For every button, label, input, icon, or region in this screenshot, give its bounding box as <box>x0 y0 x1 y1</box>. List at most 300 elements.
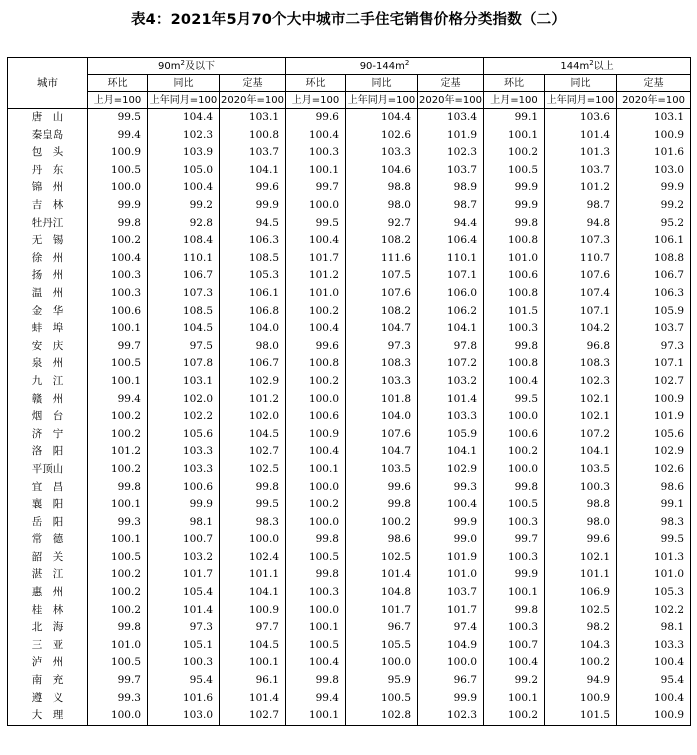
index-value-cell: 100.2 <box>484 443 545 461</box>
index-value-cell: 105.5 <box>346 637 418 655</box>
index-value-cell: 102.8 <box>346 707 418 725</box>
index-value-cell: 99.8 <box>484 215 545 233</box>
index-value-cell: 102.9 <box>220 373 286 391</box>
index-value-cell: 99.8 <box>286 672 346 690</box>
city-name-cell: 徐 州 <box>8 250 88 268</box>
base-header: 上年同月=100 <box>545 92 617 109</box>
index-value-cell: 99.2 <box>148 197 220 215</box>
index-value-cell: 104.3 <box>545 637 617 655</box>
city-name-cell: 烟 台 <box>8 408 88 426</box>
index-value-cell: 107.6 <box>545 267 617 285</box>
index-value-cell: 100.9 <box>220 602 286 620</box>
index-value-cell: 102.3 <box>418 144 484 162</box>
index-value-cell: 97.3 <box>148 619 220 637</box>
index-value-cell: 97.3 <box>617 338 691 356</box>
index-value-cell: 99.4 <box>88 127 148 145</box>
index-value-cell: 100.2 <box>346 514 418 532</box>
index-value-cell: 99.7 <box>286 179 346 197</box>
index-value-cell: 101.9 <box>418 127 484 145</box>
index-value-cell: 94.5 <box>220 215 286 233</box>
index-value-cell: 100.4 <box>88 250 148 268</box>
index-value-cell: 106.7 <box>220 355 286 373</box>
index-value-cell: 97.5 <box>148 338 220 356</box>
index-value-cell: 107.6 <box>346 426 418 444</box>
table-title: 表4：2021年5月70个大中城市二手住宅销售价格分类指数（二） <box>130 12 567 28</box>
index-value-cell: 100.8 <box>484 285 545 303</box>
table-row <box>8 602 691 620</box>
index-value-cell: 106.7 <box>148 267 220 285</box>
index-value-cell: 107.5 <box>346 267 418 285</box>
index-value-cell: 101.2 <box>220 391 286 409</box>
metric-header: 定基 <box>418 75 484 92</box>
index-value-cell: 100.4 <box>617 690 691 708</box>
index-value-cell: 107.3 <box>148 285 220 303</box>
index-value-cell: 100.4 <box>286 320 346 338</box>
metric-header: 定基 <box>617 75 691 92</box>
city-column-header: 城市 <box>8 58 88 109</box>
index-value-cell: 108.2 <box>346 232 418 250</box>
index-value-cell: 94.4 <box>418 215 484 233</box>
index-value-cell: 101.0 <box>418 566 484 584</box>
city-name-cell: 襄 阳 <box>8 496 88 514</box>
index-value-cell: 100.5 <box>484 496 545 514</box>
group-header-small: $90m^2$及以下 <box>88 58 286 75</box>
index-value-cell: 99.6 <box>545 531 617 549</box>
table-row <box>8 690 691 708</box>
table-row <box>8 250 691 268</box>
index-value-cell: 92.7 <box>346 215 418 233</box>
city-name-cell: 韶 关 <box>8 549 88 567</box>
index-value-cell: 100.2 <box>88 426 148 444</box>
index-value-cell: 100.2 <box>286 496 346 514</box>
index-value-cell: 104.4 <box>148 109 220 127</box>
index-value-cell: 100.1 <box>286 162 346 180</box>
base-header: 上月=100 <box>484 92 545 109</box>
index-value-cell: 100.7 <box>484 637 545 655</box>
index-value-cell: 100.5 <box>88 549 148 567</box>
index-value-cell: 99.9 <box>88 197 148 215</box>
index-value-cell: 100.0 <box>346 654 418 672</box>
index-value-cell: 103.7 <box>418 584 484 602</box>
table-row <box>8 654 691 672</box>
index-value-cell: 102.2 <box>148 408 220 426</box>
city-name-cell: 泸 州 <box>8 654 88 672</box>
index-value-cell: 102.3 <box>545 373 617 391</box>
table-row <box>8 267 691 285</box>
index-value-cell: 98.1 <box>148 514 220 532</box>
index-value-cell: 98.1 <box>617 619 691 637</box>
index-value-cell: 100.6 <box>484 267 545 285</box>
index-value-cell: 100.1 <box>88 320 148 338</box>
index-value-cell: 99.5 <box>220 496 286 514</box>
index-value-cell: 100.0 <box>88 707 148 725</box>
index-value-cell: 107.2 <box>418 355 484 373</box>
index-value-cell: 101.2 <box>286 267 346 285</box>
index-value-cell: 100.0 <box>220 531 286 549</box>
city-name-cell: 丹 东 <box>8 162 88 180</box>
index-value-cell: 99.5 <box>617 531 691 549</box>
table-row <box>8 514 691 532</box>
index-value-cell: 101.5 <box>545 707 617 725</box>
index-value-cell: 100.1 <box>286 461 346 479</box>
index-value-cell: 100.4 <box>286 127 346 145</box>
index-value-cell: 104.2 <box>545 320 617 338</box>
index-value-cell: 100.2 <box>286 373 346 391</box>
index-value-cell: 96.7 <box>346 619 418 637</box>
metric-header: 环比 <box>286 75 346 92</box>
index-value-cell: 100.0 <box>88 179 148 197</box>
index-value-cell: 106.3 <box>617 285 691 303</box>
index-value-cell: 98.3 <box>617 514 691 532</box>
index-value-cell: 101.4 <box>418 391 484 409</box>
index-value-cell: 100.4 <box>484 373 545 391</box>
index-value-cell: 100.4 <box>148 179 220 197</box>
index-value-cell: 100.3 <box>545 478 617 496</box>
index-value-cell: 101.9 <box>617 408 691 426</box>
table-row <box>8 320 691 338</box>
group-header-medium: $90-144m^2$ <box>286 58 484 75</box>
base-header: 上月=100 <box>286 92 346 109</box>
city-name-cell: 常 德 <box>8 531 88 549</box>
city-name-cell: 洛 阳 <box>8 443 88 461</box>
index-value-cell: 103.7 <box>220 144 286 162</box>
index-value-cell: 102.7 <box>220 443 286 461</box>
index-value-cell: 100.9 <box>286 426 346 444</box>
table-row <box>8 232 691 250</box>
index-value-cell: 102.4 <box>220 549 286 567</box>
index-value-cell: 103.0 <box>617 162 691 180</box>
city-name-cell: 牡丹江 <box>8 215 88 233</box>
index-value-cell: 101.7 <box>346 602 418 620</box>
index-value-cell: 101.3 <box>545 144 617 162</box>
index-value-cell: 99.9 <box>617 179 691 197</box>
table-row <box>8 426 691 444</box>
table-body <box>8 109 691 726</box>
index-value-cell: 100.4 <box>617 654 691 672</box>
index-value-cell: 100.6 <box>88 303 148 321</box>
index-value-cell: 99.5 <box>484 391 545 409</box>
table-row <box>8 285 691 303</box>
table-row <box>8 197 691 215</box>
index-value-cell: 102.2 <box>617 602 691 620</box>
index-value-cell: 101.2 <box>545 179 617 197</box>
index-value-cell: 100.9 <box>617 391 691 409</box>
index-value-cell: 99.0 <box>418 531 484 549</box>
index-value-cell: 102.1 <box>545 549 617 567</box>
index-value-cell: 99.6 <box>346 478 418 496</box>
index-value-cell: 101.4 <box>148 602 220 620</box>
index-value-cell: 100.0 <box>484 408 545 426</box>
index-value-cell: 99.8 <box>286 531 346 549</box>
index-value-cell: 104.5 <box>220 426 286 444</box>
index-value-cell: 99.8 <box>286 566 346 584</box>
index-value-cell: 100.1 <box>484 690 545 708</box>
metric-header: 环比 <box>484 75 545 92</box>
base-header: 上年同月=100 <box>346 92 418 109</box>
index-value-cell: 98.8 <box>545 496 617 514</box>
index-value-cell: 100.3 <box>88 267 148 285</box>
index-value-cell: 105.1 <box>148 637 220 655</box>
index-value-cell: 97.4 <box>418 619 484 637</box>
index-value-cell: 99.3 <box>88 514 148 532</box>
base-header: 上月=100 <box>88 92 148 109</box>
index-value-cell: 102.7 <box>220 707 286 725</box>
index-value-cell: 102.9 <box>418 461 484 479</box>
index-value-cell: 107.2 <box>545 426 617 444</box>
index-value-cell: 99.9 <box>484 179 545 197</box>
index-value-cell: 99.6 <box>286 109 346 127</box>
index-value-cell: 98.6 <box>617 478 691 496</box>
index-value-cell: 107.6 <box>346 285 418 303</box>
index-value-cell: 107.1 <box>617 355 691 373</box>
city-name-cell: 吉 林 <box>8 197 88 215</box>
index-value-cell: 99.4 <box>88 391 148 409</box>
index-value-cell: 99.1 <box>484 109 545 127</box>
table-row <box>8 707 691 725</box>
index-value-cell: 105.9 <box>617 303 691 321</box>
index-value-cell: 106.4 <box>418 232 484 250</box>
index-value-cell: 100.3 <box>484 320 545 338</box>
index-value-cell: 102.5 <box>346 549 418 567</box>
index-value-cell: 98.8 <box>346 179 418 197</box>
base-header: 上年同月=100 <box>148 92 220 109</box>
index-value-cell: 99.9 <box>418 514 484 532</box>
index-value-cell: 106.8 <box>220 303 286 321</box>
city-name-cell: 北 海 <box>8 619 88 637</box>
index-value-cell: 104.6 <box>346 162 418 180</box>
table-row <box>8 215 691 233</box>
index-value-cell: 103.3 <box>148 443 220 461</box>
index-value-cell: 108.3 <box>545 355 617 373</box>
index-value-cell: 103.1 <box>148 373 220 391</box>
index-value-cell: 111.6 <box>346 250 418 268</box>
index-value-cell: 100.2 <box>88 566 148 584</box>
city-name-cell: 泉 州 <box>8 355 88 373</box>
index-value-cell: 101.3 <box>617 549 691 567</box>
index-value-cell: 103.7 <box>545 162 617 180</box>
index-value-cell: 108.3 <box>346 355 418 373</box>
index-value-cell: 99.8 <box>88 478 148 496</box>
index-value-cell: 100.5 <box>88 654 148 672</box>
index-value-cell: 99.3 <box>88 690 148 708</box>
index-value-cell: 100.5 <box>286 549 346 567</box>
index-value-cell: 100.2 <box>484 707 545 725</box>
index-value-cell: 100.4 <box>418 496 484 514</box>
index-value-cell: 99.6 <box>286 338 346 356</box>
index-value-cell: 100.1 <box>88 496 148 514</box>
index-value-cell: 100.3 <box>88 285 148 303</box>
index-value-cell: 106.9 <box>545 584 617 602</box>
index-value-cell: 105.6 <box>148 426 220 444</box>
index-value-cell: 99.2 <box>484 672 545 690</box>
index-value-cell: 101.4 <box>545 127 617 145</box>
price-index-table <box>7 57 691 726</box>
index-value-cell: 103.5 <box>346 461 418 479</box>
index-value-cell: 100.2 <box>88 602 148 620</box>
index-value-cell: 100.5 <box>346 690 418 708</box>
city-name-cell: 温 州 <box>8 285 88 303</box>
index-value-cell: 99.9 <box>418 690 484 708</box>
index-value-cell: 101.0 <box>617 566 691 584</box>
index-value-cell: 103.3 <box>148 461 220 479</box>
index-value-cell: 100.1 <box>286 707 346 725</box>
index-value-cell: 104.7 <box>346 443 418 461</box>
table-row <box>8 373 691 391</box>
index-value-cell: 101.7 <box>418 602 484 620</box>
city-name-cell: 锦 州 <box>8 179 88 197</box>
index-value-cell: 100.9 <box>617 707 691 725</box>
index-value-cell: 100.0 <box>286 391 346 409</box>
index-value-cell: 99.9 <box>484 566 545 584</box>
table-row <box>8 584 691 602</box>
index-value-cell: 110.7 <box>545 250 617 268</box>
index-value-cell: 107.1 <box>418 267 484 285</box>
index-value-cell: 102.3 <box>418 707 484 725</box>
index-value-cell: 102.1 <box>545 408 617 426</box>
index-value-cell: 100.3 <box>286 584 346 602</box>
index-value-cell: 104.7 <box>346 320 418 338</box>
index-value-cell: 105.4 <box>148 584 220 602</box>
index-value-cell: 103.2 <box>418 373 484 391</box>
table-row <box>8 144 691 162</box>
index-value-cell: 99.8 <box>88 619 148 637</box>
index-value-cell: 101.9 <box>418 549 484 567</box>
index-value-cell: 100.3 <box>148 654 220 672</box>
index-value-cell: 100.6 <box>286 408 346 426</box>
index-value-cell: 100.5 <box>88 355 148 373</box>
index-value-cell: 108.2 <box>346 303 418 321</box>
index-value-cell: 100.3 <box>484 514 545 532</box>
index-value-cell: 100.8 <box>484 355 545 373</box>
index-value-cell: 95.9 <box>346 672 418 690</box>
index-value-cell: 103.1 <box>220 109 286 127</box>
index-value-cell: 100.9 <box>545 690 617 708</box>
index-value-cell: 100.6 <box>148 478 220 496</box>
index-value-cell: 98.7 <box>418 197 484 215</box>
metric-header: 同比 <box>346 75 418 92</box>
table-row <box>8 531 691 549</box>
table-row <box>8 566 691 584</box>
index-value-cell: 100.2 <box>88 461 148 479</box>
index-value-cell: 103.3 <box>617 637 691 655</box>
table-row <box>8 619 691 637</box>
index-value-cell: 107.3 <box>545 232 617 250</box>
index-value-cell: 99.9 <box>484 197 545 215</box>
index-value-cell: 104.1 <box>220 584 286 602</box>
index-value-cell: 106.2 <box>418 303 484 321</box>
index-value-cell: 100.7 <box>148 531 220 549</box>
index-value-cell: 99.8 <box>88 215 148 233</box>
city-name-cell: 九 江 <box>8 373 88 391</box>
city-name-cell: 宜 昌 <box>8 478 88 496</box>
index-value-cell: 98.0 <box>346 197 418 215</box>
index-value-cell: 101.0 <box>88 637 148 655</box>
index-value-cell: 101.7 <box>286 250 346 268</box>
index-value-cell: 100.2 <box>545 654 617 672</box>
index-value-cell: 102.0 <box>220 408 286 426</box>
index-value-cell: 97.3 <box>346 338 418 356</box>
index-value-cell: 100.2 <box>88 584 148 602</box>
index-value-cell: 102.5 <box>545 602 617 620</box>
city-name-cell: 蚌 埠 <box>8 320 88 338</box>
index-value-cell: 100.2 <box>88 232 148 250</box>
index-value-cell: 95.4 <box>617 672 691 690</box>
index-value-cell: 100.3 <box>484 619 545 637</box>
index-value-cell: 104.1 <box>418 443 484 461</box>
table-row <box>8 549 691 567</box>
table-row <box>8 303 691 321</box>
index-value-cell: 100.2 <box>286 303 346 321</box>
index-value-cell: 101.1 <box>545 566 617 584</box>
index-value-cell: 94.8 <box>545 215 617 233</box>
index-value-cell: 100.2 <box>484 144 545 162</box>
index-value-cell: 98.9 <box>418 179 484 197</box>
table-row <box>8 127 691 145</box>
index-value-cell: 102.3 <box>148 127 220 145</box>
base-header: 2020年=100 <box>220 92 286 109</box>
index-value-cell: 99.8 <box>346 496 418 514</box>
table-row <box>8 162 691 180</box>
index-value-cell: 100.1 <box>484 127 545 145</box>
index-value-cell: 104.5 <box>220 637 286 655</box>
index-value-cell: 106.3 <box>220 232 286 250</box>
index-value-cell: 100.8 <box>286 355 346 373</box>
index-value-cell: 101.0 <box>286 285 346 303</box>
index-value-cell: 101.6 <box>617 144 691 162</box>
table-row <box>8 443 691 461</box>
index-value-cell: 102.6 <box>346 127 418 145</box>
index-value-cell: 105.0 <box>148 162 220 180</box>
group-header-large: $144m^2$以上 <box>484 58 691 75</box>
city-name-cell: 岳 阳 <box>8 514 88 532</box>
index-value-cell: 99.7 <box>484 531 545 549</box>
index-value-cell: 100.3 <box>286 144 346 162</box>
index-value-cell: 100.5 <box>88 162 148 180</box>
city-name-cell: 扬 州 <box>8 267 88 285</box>
index-value-cell: 108.4 <box>148 232 220 250</box>
index-value-cell: 96.7 <box>418 672 484 690</box>
city-name-cell: 包 头 <box>8 144 88 162</box>
index-value-cell: 108.5 <box>220 250 286 268</box>
index-value-cell: 100.0 <box>484 461 545 479</box>
table-row <box>8 496 691 514</box>
index-value-cell: 101.5 <box>484 303 545 321</box>
index-value-cell: 99.8 <box>484 338 545 356</box>
index-value-cell: 104.8 <box>346 584 418 602</box>
city-name-cell: 三 亚 <box>8 637 88 655</box>
index-value-cell: 100.1 <box>88 373 148 391</box>
index-value-cell: 101.7 <box>148 566 220 584</box>
index-value-cell: 99.9 <box>220 197 286 215</box>
index-value-cell: 105.9 <box>418 426 484 444</box>
index-value-cell: 95.4 <box>148 672 220 690</box>
base-header: 2020年=100 <box>617 92 691 109</box>
index-value-cell: 100.3 <box>484 549 545 567</box>
index-value-cell: 100.0 <box>286 602 346 620</box>
index-value-cell: 102.6 <box>617 461 691 479</box>
table-row <box>8 179 691 197</box>
index-value-cell: 100.2 <box>88 408 148 426</box>
index-value-cell: 104.4 <box>346 109 418 127</box>
index-value-cell: 100.1 <box>484 584 545 602</box>
index-value-cell: 102.0 <box>148 391 220 409</box>
metric-header: 定基 <box>220 75 286 92</box>
index-value-cell: 98.6 <box>346 531 418 549</box>
index-value-cell: 104.1 <box>418 320 484 338</box>
index-value-cell: 100.4 <box>286 232 346 250</box>
index-value-cell: 100.5 <box>286 637 346 655</box>
index-value-cell: 105.3 <box>617 584 691 602</box>
